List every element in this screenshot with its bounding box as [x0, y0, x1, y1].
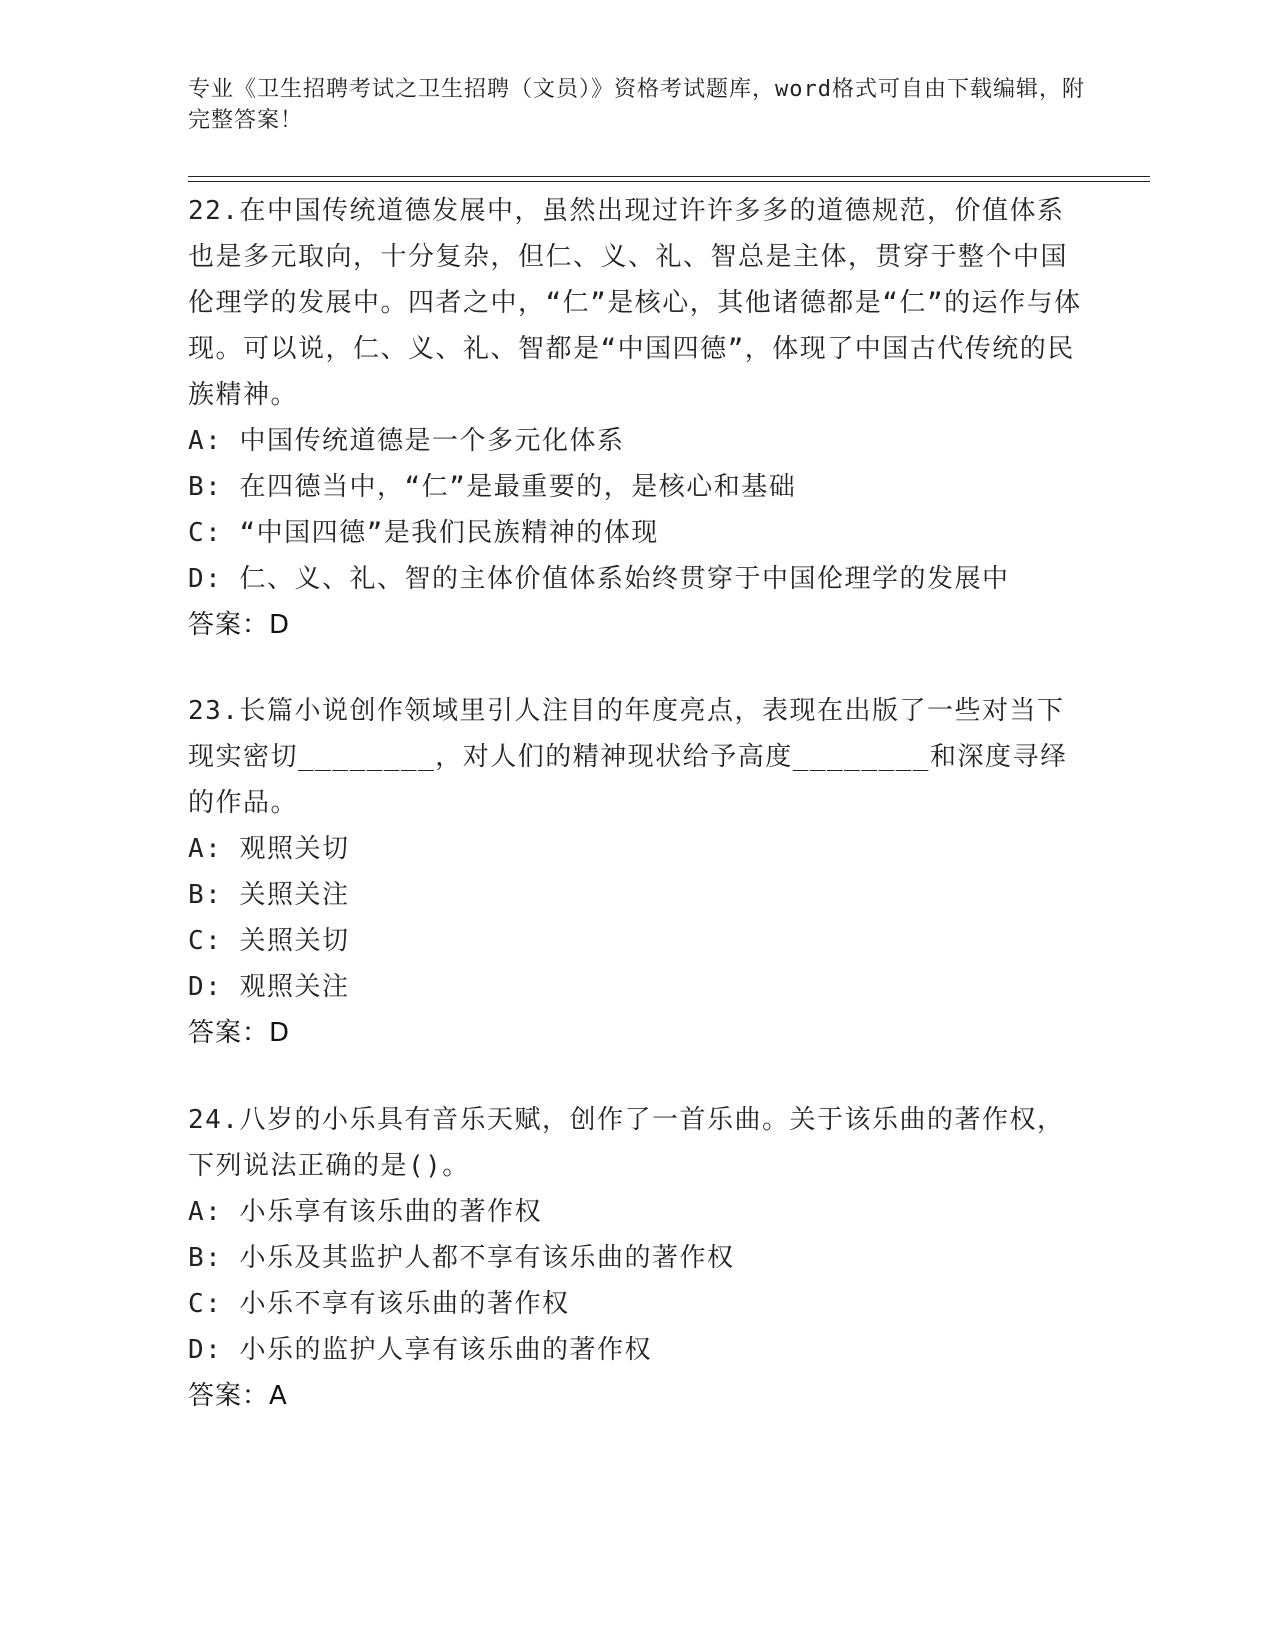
option-c: C: 小乐不享有该乐曲的著作权 [188, 1289, 570, 1319]
option-a: A: 观照关切 [188, 834, 350, 864]
option-d: D: 观照关注 [188, 972, 350, 1002]
option-b: B: 关照关注 [188, 880, 350, 910]
question-22 [188, 188, 1088, 648]
question-24 [188, 1097, 1088, 1419]
question-stem: 22.在中国传统道德发展中，虽然出现过许许多多的道德规范，价值体系也是多元取向，十分复杂，但仁、义、礼、智总是主体，贯穿于整个中国伦理学的发展中。四者之中，“仁”是核心，其他诸德都是“仁”的运作与体现。可以说，仁、义、礼、智都是“中国四德”，体现了中国古代传统的民族精神。 [188, 196, 1082, 410]
option-b: B: 在四德当中，“仁”是最重要的，是核心和基础 [188, 472, 797, 502]
answer-line: 答案：D [188, 1018, 291, 1048]
option-d: D: 仁、义、礼、智的主体价值体系始终贯穿于中国伦理学的发展中 [188, 564, 1010, 594]
question-stem: 23.长篇小说创作领域里引人注目的年度亮点，表现在出版了一些对当下现实密切________，对人们的精神现状给予高度________和深度寻绎的作品。 [188, 696, 1068, 818]
header-divider-bottom [188, 181, 1150, 182]
option-b: B: 小乐及其监护人都不享有该乐曲的著作权 [188, 1243, 735, 1273]
option-a: A: 小乐享有该乐曲的著作权 [188, 1197, 542, 1227]
option-a: A: 中国传统道德是一个多元化体系 [188, 426, 625, 456]
option-d: D: 小乐的监护人享有该乐曲的著作权 [188, 1335, 652, 1365]
option-c: C: 关照关切 [188, 926, 350, 956]
option-c: C: “中国四德”是我们民族精神的体现 [188, 518, 659, 548]
header-divider-top [188, 176, 1150, 177]
answer-line: 答案：D [188, 610, 291, 640]
question-23 [188, 688, 1088, 1056]
question-stem: 24.八岁的小乐具有音乐天赋，创作了一首乐曲。关于该乐曲的著作权，下列说法正确的是()。 [188, 1105, 1065, 1181]
answer-line: 答案：A [188, 1381, 288, 1411]
document-header: 专业《卫生招聘考试之卫生招聘（文员）》资格考试题库，word格式可自由下载编辑，附完整答案！ [188, 77, 1085, 133]
